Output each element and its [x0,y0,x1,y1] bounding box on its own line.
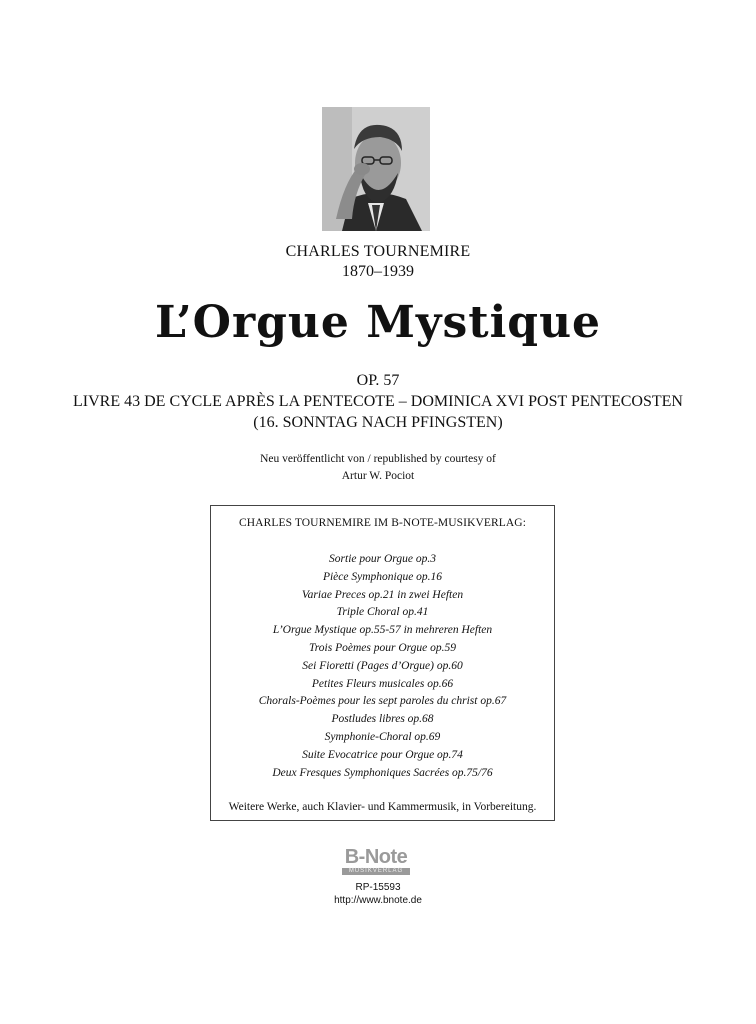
list-item: Postludes libres op.68 [331,713,434,726]
sonntag-line: (16. SONNTAG NACH PFINGSTEN) [253,414,503,431]
list-item: Suite Evocatrice pour Orgue op.74 [302,748,463,761]
list-item: Sortie pour Orgue op.3 [329,553,436,565]
works-heading: CHARLES TOURNEMIRE IM B-NOTE-MUSIKVERLAG: [238,517,527,529]
list-item: Triple Choral op.41 [336,606,429,619]
list-item: Sei Fioretti (Pages d’Orgue) op.60 [302,659,463,672]
list-item: Deux Fresques Symphoniques Sacrées op.75/76 [272,766,493,779]
catalog-number: RP-15593 [355,882,401,893]
logo-word: B-Note [344,846,408,868]
list-item: Pièce Symphonique op.16 [322,570,443,583]
works-catalog-box [210,505,555,821]
courtesy-line: Neu veröffentlicht von / republished by courtesy of [260,453,496,465]
work-title: L’Orgue Mystique [154,297,602,348]
opus-number: OP. 57 [356,372,400,389]
list-item: Petites Fleurs musicales op.66 [311,677,454,690]
list-item: Trois Poèmes pour Orgue op.59 [308,641,457,654]
courtesy-name: Artur W. Pociot [341,470,415,482]
list-item: Variae Preces op.21 in zwei Heften [301,588,464,601]
logo-subtitle: MUSIKVERLAG [342,868,410,875]
livre-line: LIVRE 43 DE CYCLE APRÈS LA PENTECOTE – DOMINICA XVI POST PENTECOSTEN [73,393,683,410]
works-list [211,551,554,782]
composer-name: CHARLES TOURNEMIRE [285,243,471,260]
list-item: Chorals-Poèmes pour les sept paroles du christ op.67 [258,695,507,708]
b-note-logo-icon [339,847,413,877]
works-footer: Weitere Werke, auch Klavier- und Kammermusik, in Vorbereitung. [228,801,537,813]
publisher-url: http://www.bnote.de [334,895,422,906]
composer-years: 1870–1939 [342,263,414,280]
list-item: Symphonie-Choral op.69 [324,730,441,743]
list-item: L’Orgue Mystique op.55-57 in mehreren Heften [272,624,493,637]
composer-portrait-icon [322,107,430,231]
portrait-photo-icon [322,107,430,231]
